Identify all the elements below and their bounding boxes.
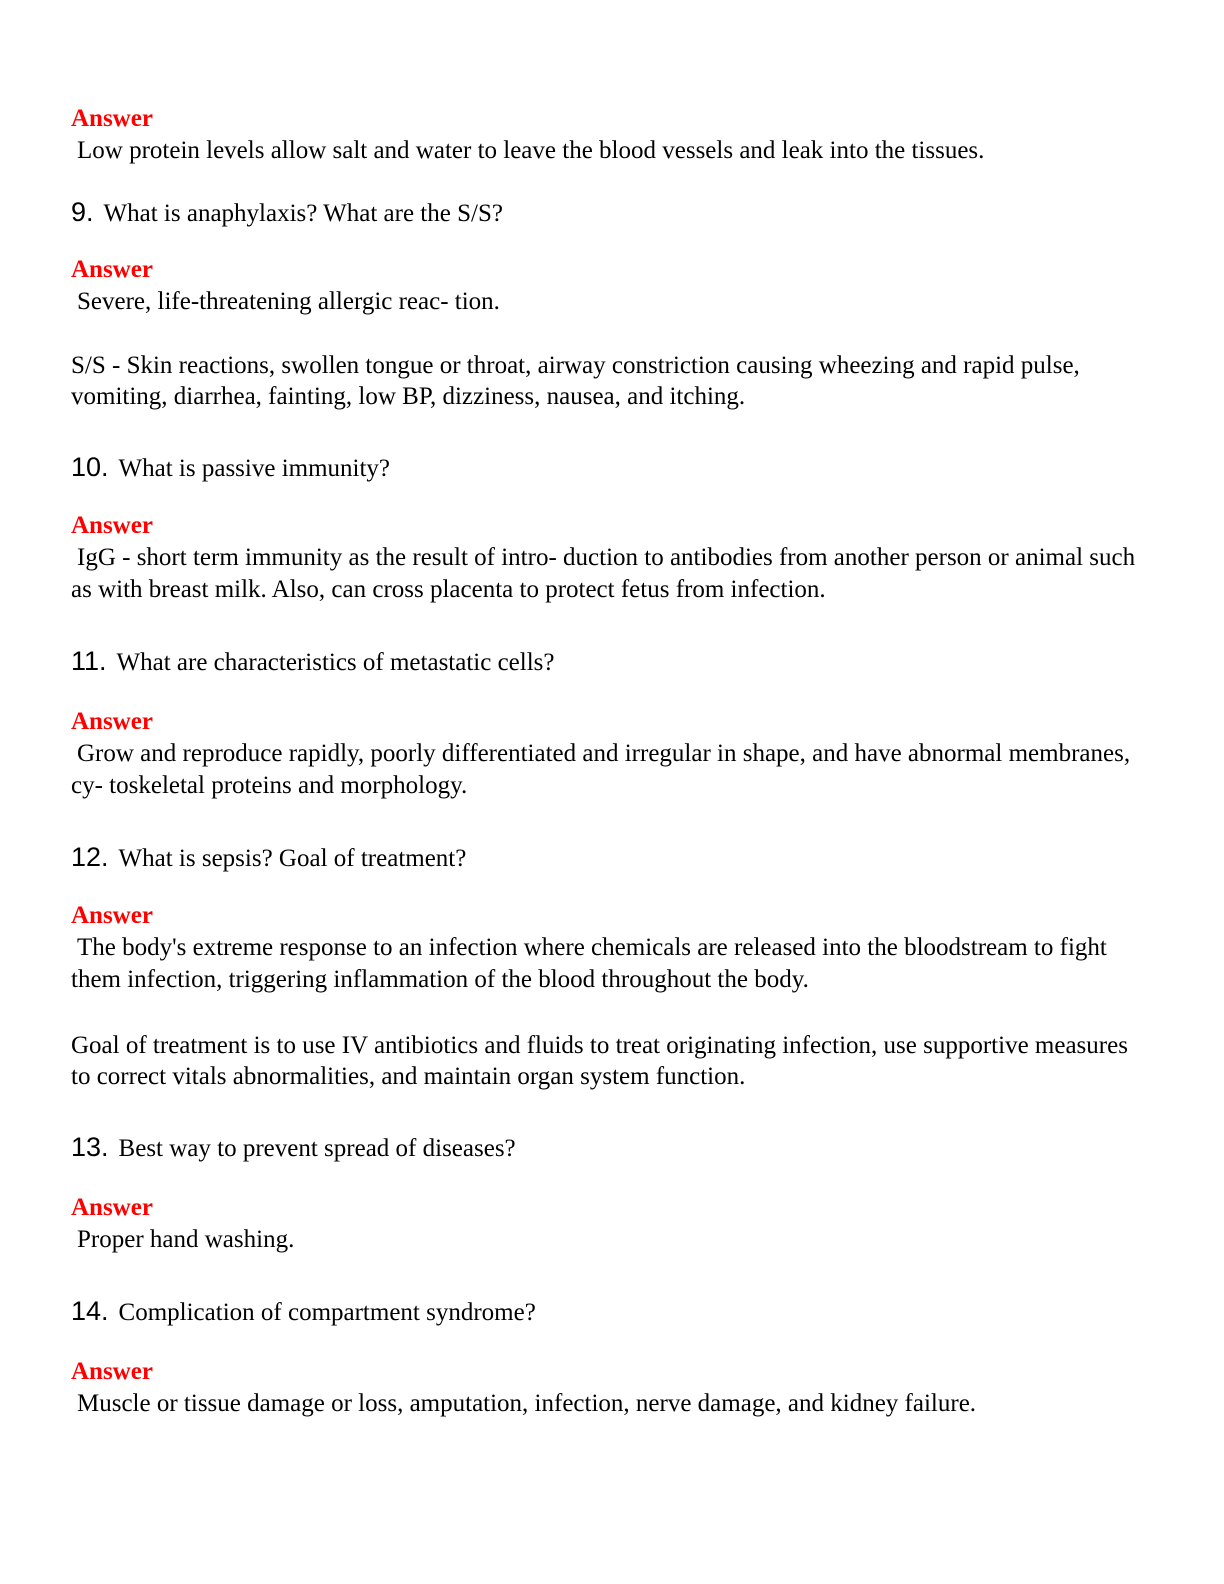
question-text: What are characteristics of metastatic cells? <box>116 649 555 676</box>
question-9 <box>71 195 1146 229</box>
question-number: 13. <box>71 1132 109 1162</box>
answer-text-10: IgG - short term immunity as the result of intro- duction to antibodies from another person or animal such as with breast milk. Also, can cross placenta to protect fetus from infection. <box>71 544 1136 603</box>
answer-text-12: The body's extreme response to an infection where chemicals are released into the bloodstream to fight them infection, triggering inflammation of the blood throughout the body. <box>71 934 1107 993</box>
answer-block-14 <box>71 1356 1146 1420</box>
answer-label: Answer <box>71 1358 153 1385</box>
answer-text-13: Proper hand washing. <box>77 1226 295 1253</box>
question-11 <box>71 644 1146 678</box>
answer-text-11: Grow and reproduce rapidly, poorly differentiated and irregular in shape, and have abnormal membranes, cy- toskeletal proteins and morphology. <box>71 740 1131 799</box>
answer-extra-12: Goal of treatment is to use IV antibiotics and fluids to treat originating infection, use supportive measures to correct vitals abnormalities, and maintain organ system function. <box>71 1032 1128 1090</box>
answer-block-11 <box>71 706 1146 802</box>
answer-label: Answer <box>71 512 153 539</box>
question-14 <box>71 1294 1146 1328</box>
answer-label: Answer <box>71 256 153 283</box>
question-number: 11. <box>71 646 107 676</box>
answer-block-10 <box>71 510 1146 606</box>
question-text: What is anaphylaxis? What are the S/S? <box>103 200 503 227</box>
answer-label: Answer <box>71 902 153 929</box>
answer-extra-9: S/S - Skin reactions, swollen tongue or throat, airway constriction causing wheezing and rapid pulse, vomiting, diarrhea, fainting, low BP, dizziness, nausea, and itching. <box>71 352 1080 410</box>
answer-text-14: Muscle or tissue damage or loss, amputation, infection, nerve damage, and kidney failure. <box>77 1390 977 1417</box>
question-number: 9. <box>71 197 94 227</box>
question-number: 14. <box>71 1296 109 1326</box>
question-13 <box>71 1130 1146 1164</box>
question-number: 10. <box>71 452 109 482</box>
answer-block-9 <box>71 254 1146 412</box>
answer-label: Answer <box>71 105 153 132</box>
answer-label: Answer <box>71 708 153 735</box>
question-12 <box>71 840 1146 874</box>
answer-text-8: Low protein levels allow salt and water to leave the blood vessels and leak into the tissues. <box>77 137 985 164</box>
question-text: What is passive immunity? <box>118 455 391 482</box>
answer-block-12 <box>71 900 1146 1092</box>
answer-text-9: Severe, life-threatening allergic reac- tion. <box>77 288 500 315</box>
answer-label: Answer <box>71 1194 153 1221</box>
document-page <box>71 103 1146 1420</box>
answer-block-8 <box>71 103 1146 167</box>
question-text: Complication of compartment syndrome? <box>118 1299 536 1326</box>
question-text: Best way to prevent spread of diseases? <box>118 1135 516 1162</box>
question-number: 12. <box>71 842 109 872</box>
question-text: What is sepsis? Goal of treatment? <box>118 845 467 872</box>
question-10 <box>71 450 1146 484</box>
answer-block-13 <box>71 1192 1146 1256</box>
